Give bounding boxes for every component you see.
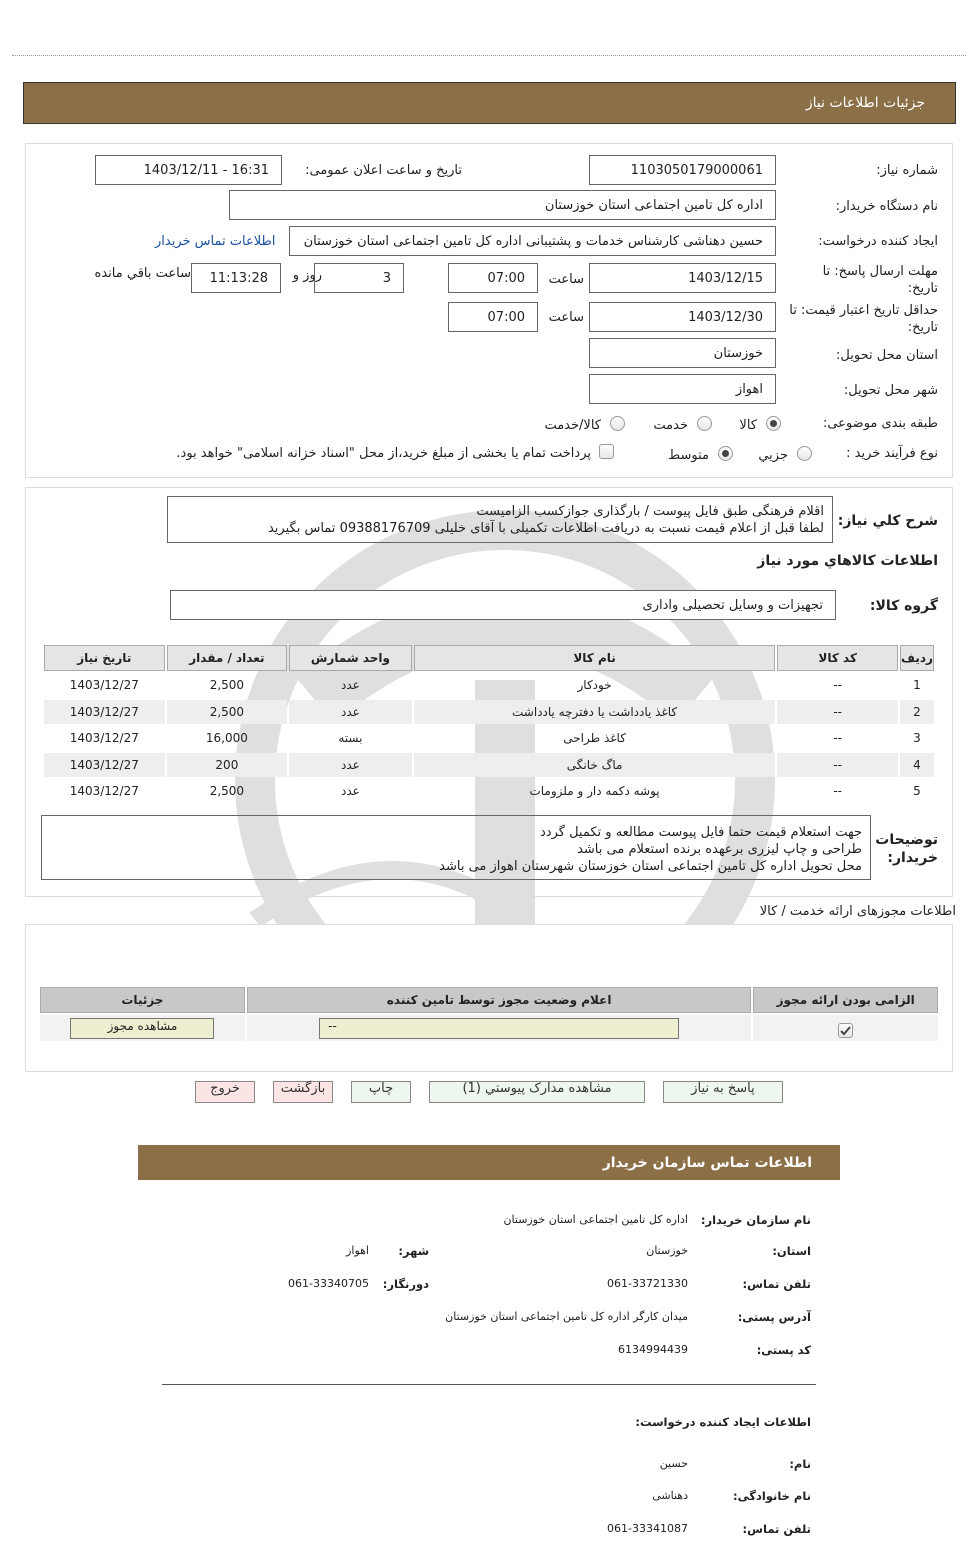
table-row — [44, 779, 934, 804]
creator-info-title: اطلاعات ایجاد کننده درخواست: — [635, 1415, 811, 1429]
validity-time-label: ساعت — [548, 310, 584, 325]
remaining-label: ساعت باقي مانده — [94, 266, 191, 281]
contact-province-label: استان: — [772, 1244, 811, 1258]
summary-line-1: اقلام فرهنگی طبق فایل پیوست / بارگذاری جوازکسب الزامیست — [476, 504, 824, 519]
table-row — [40, 1015, 938, 1041]
permits-table — [38, 985, 940, 1043]
buyer-notes-label-1: توضیحات — [875, 832, 938, 848]
cell-code: -- — [777, 753, 898, 778]
cell-qty: 2,500 — [209, 784, 245, 799]
summary-box — [167, 496, 833, 543]
need-number-label: شماره نیاز: — [876, 163, 938, 178]
contact-org-value: اداره کل تامین اجتماعی استان خوزستان — [503, 1213, 688, 1226]
cell-permit-required — [753, 1015, 938, 1041]
contact-fax-label: دورنگار: — [382, 1277, 429, 1291]
cell-name: ماگ خانگی — [414, 753, 776, 778]
cell-name: پوشه دکمه دار و ملزومات — [529, 784, 660, 799]
back-button[interactable]: بازگشت — [273, 1081, 333, 1103]
buyer-notes-line-1: جهت استعلام قیمت حتما فایل پیوست مطالعه و تکمیل گردد — [540, 825, 862, 840]
table-row — [44, 726, 934, 751]
summary-label: شرح کلي نياز: — [837, 513, 938, 529]
cell-date: 1403/12/27 — [69, 731, 139, 746]
attachments-button[interactable]: مشاهده مدارک پیوستي (1) — [429, 1081, 645, 1103]
creator-phone-label: تلفن تماس: — [742, 1522, 811, 1536]
cell-qty: 200 — [167, 753, 288, 778]
cell-row: 1 — [913, 678, 921, 693]
category-label: طبقه بندی موضوعی: — [822, 416, 938, 431]
contact-fax-value: 061-33340705 — [288, 1277, 369, 1290]
permit-status-field[interactable]: -- — [319, 1018, 679, 1039]
col-name: نام کالا — [414, 645, 776, 671]
cell-permit-status — [247, 1015, 752, 1041]
col-date: تاریخ نیاز — [44, 645, 165, 671]
buyer-org-label: نام دستگاه خریدار: — [835, 199, 938, 214]
province-label: استان محل تحویل: — [836, 348, 938, 363]
cell-code: -- — [833, 731, 843, 746]
cell-row: 5 — [913, 784, 921, 799]
province-field: خوزستان — [589, 338, 776, 368]
contact-address-label: آدرس پستی: — [737, 1310, 811, 1324]
cell-name: خودکار — [577, 678, 612, 693]
process-partial-radio[interactable] — [797, 446, 812, 461]
creator-field: حسین دهناشی کارشناس خدمات و پشتیبانی اداره کل تامین اجتماعی استان خوزستان — [289, 226, 776, 256]
cell-code: -- — [777, 700, 898, 725]
cell-qty: 2,500 — [167, 700, 288, 725]
contact-header — [138, 1145, 840, 1180]
process-partial-label: جزيي — [758, 448, 788, 463]
cell-date: 1403/12/27 — [69, 784, 139, 799]
creator-label: ایجاد کننده درخواست: — [818, 234, 938, 249]
summary-line-2: لطفا قبل از اعلام قیمت نسبت به دریافت اطلاعات تکمیلی با آقای خلیلی 09388176709 تماس بگیرید — [267, 521, 824, 536]
table-row — [44, 700, 934, 725]
creator-name-value: حسین — [659, 1457, 688, 1470]
cell-code: -- — [833, 784, 843, 799]
city-label: شهر محل تحویل: — [843, 383, 938, 398]
deadline-label: مهلت ارسال پاسخ: تا تاریخ: — [822, 264, 938, 296]
remaining-time-field: 11:13:28 — [191, 263, 281, 293]
goods-table — [42, 643, 936, 806]
days-label: روز و — [292, 268, 322, 283]
contact-province-value: خوزستان — [646, 1244, 688, 1257]
category-goods-radio[interactable] — [766, 416, 781, 431]
contact-postal-label: کد پستی: — [756, 1343, 811, 1357]
validity-date-field: 1403/12/30 — [589, 302, 776, 332]
table-row — [44, 673, 934, 698]
col-row: رديف — [900, 645, 934, 671]
category-service-radio[interactable] — [697, 416, 712, 431]
col-permit-status: اعلام وضعیت مجوز توسط تامین کننده — [247, 987, 752, 1013]
deadline-date-field: 1403/12/15 — [589, 263, 776, 293]
announce-label: تاریخ و ساعت اعلان عمومی: — [305, 163, 462, 178]
print-button[interactable]: چاپ — [351, 1081, 411, 1103]
category-goods-label: کالا — [739, 418, 757, 433]
process-medium-label: متوسط — [668, 448, 709, 463]
cell-name: کاغذ طراحی — [563, 731, 626, 746]
cell-code: -- — [833, 678, 843, 693]
contact-org-label: نام سازمان خریدار: — [700, 1213, 811, 1227]
treasury-payment-text: پرداخت تمام یا بخشی از مبلغ خرید،از محل "اسناد خزانه اسلامی" خواهد بود. — [176, 446, 591, 461]
buyer-notes-label-2: خریدار: — [887, 850, 938, 866]
col-unit: واحد شمارش — [289, 645, 412, 671]
creator-phone-value: 061-33341087 — [607, 1522, 688, 1535]
creator-name-label: نام: — [789, 1457, 811, 1471]
creator-family-label: نام خانوادگی: — [733, 1489, 811, 1503]
contact-postal-value: 6134994439 — [618, 1343, 688, 1356]
goods-info-title: اطلاعات کالاهاي مورد نياز — [757, 553, 938, 569]
category-both-label: کالا/خدمت — [544, 418, 601, 433]
cell-permit-details — [40, 1015, 245, 1041]
permit-required-checkbox — [838, 1023, 853, 1038]
need-number-field: 1103050179000061 — [589, 155, 776, 185]
cell-name: کاغذ یادداشت یا دفترچه یادداشت — [414, 700, 776, 725]
buyer-org-field: اداره کل تامین اجتماعی استان خوزستان — [229, 190, 776, 220]
details-header-title: جزئیات اطلاعات نیاز — [805, 95, 925, 111]
cell-unit: عدد — [289, 753, 412, 778]
contact-phone-label: تلفن تماس: — [742, 1277, 811, 1291]
contact-phone-value: 061-33721330 — [607, 1277, 688, 1290]
check-icon — [839, 1024, 852, 1037]
contact-divider — [162, 1384, 816, 1385]
details-header — [23, 82, 956, 124]
col-permit-required: الزامی بودن ارائه مجوز — [753, 987, 938, 1013]
cell-date: 1403/12/27 — [69, 678, 139, 693]
announce-field: 1403/12/11 - 16:31 — [95, 155, 282, 185]
validity-label: حداقل تاریخ اعتبار قیمت: تا تاریخ: — [789, 303, 938, 335]
contact-city-value: اهواز — [346, 1244, 369, 1257]
process-medium-radio[interactable] — [718, 446, 733, 461]
cell-row: 2 — [900, 700, 934, 725]
contact-city-label: شهر: — [398, 1244, 429, 1258]
cell-date: 1403/12/27 — [44, 700, 165, 725]
deadline-time-label: ساعت — [548, 272, 584, 287]
creator-family-value: دهناشی — [652, 1489, 688, 1502]
category-both-radio[interactable] — [610, 416, 625, 431]
permits-title: اطلاعات مجوزهای ارائه خدمت / کالا — [759, 904, 956, 919]
buyer-notes-line-3: محل تحویل اداره کل تامین اجتماعی استان خوزستان شهرستان اهواز می باشد — [439, 859, 862, 874]
buyer-notes-line-2: طراحی و چاپ لیزری برعهده برنده استعلام می باشد — [577, 842, 862, 857]
category-service-label: خدمت — [653, 418, 688, 433]
exit-button[interactable]: خروج — [195, 1081, 255, 1103]
city-field: اهواز — [589, 374, 776, 404]
cell-unit: عدد — [341, 784, 360, 799]
cell-unit: بسته — [338, 731, 363, 746]
treasury-payment-checkbox[interactable] — [599, 444, 614, 459]
cell-row: 3 — [913, 731, 921, 746]
col-qty: تعداد / مقدار — [167, 645, 288, 671]
cell-date: 1403/12/27 — [44, 753, 165, 778]
remaining-days-field: 3 — [314, 263, 404, 293]
col-code: کد کالا — [777, 645, 898, 671]
cell-qty: 2,500 — [209, 678, 245, 693]
goods-group-label: گروه کالا: — [869, 598, 938, 614]
process-label: نوع فرآیند خرید : — [846, 446, 938, 461]
goods-group-field: تجهیزات و وسایل تحصیلی واداری — [170, 590, 836, 620]
buyer-contact-link[interactable]: اطلاعات تماس خریدار — [155, 234, 276, 249]
cell-qty: 16,000 — [205, 731, 248, 746]
cell-unit: عدد — [289, 700, 412, 725]
buyer-notes-box — [41, 815, 871, 880]
reply-button[interactable]: پاسخ به نیاز — [663, 1081, 783, 1103]
contact-address-value: میدان کارگر اداره کل تامین اجتماعی استان خوزستان — [445, 1310, 688, 1323]
top-divider — [12, 55, 966, 56]
col-permit-details: جزئیات — [40, 987, 245, 1013]
view-permit-button[interactable]: مشاهده مجوز — [70, 1018, 214, 1039]
cell-unit: عدد — [341, 678, 360, 693]
cell-row: 4 — [900, 753, 934, 778]
validity-time-field: 07:00 — [448, 302, 538, 332]
table-row — [44, 753, 934, 778]
deadline-time-field: 07:00 — [448, 263, 538, 293]
contact-header-title: اطلاعات تماس سازمان خریدار — [602, 1155, 812, 1171]
